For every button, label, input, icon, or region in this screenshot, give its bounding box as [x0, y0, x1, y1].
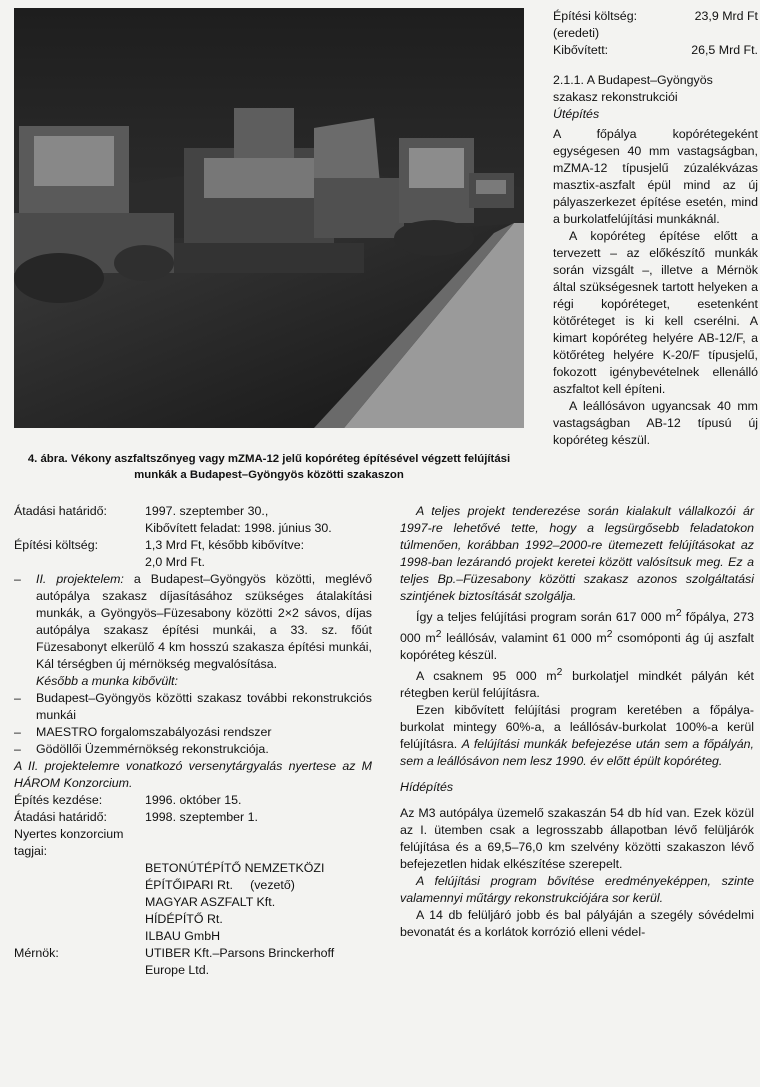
paragraph: A csaknem 95 000 $m^2$ burkolatjel mindkét pályán két rétegben kerül felújításra. — [400, 667, 754, 701]
section-subtitle: Útépítés — [553, 107, 600, 121]
winner-label: Nyertes konzorcium — [14, 827, 124, 841]
paragraph: A felújítási program bővítése eredményeképpen, szinte valamennyi műtárgy rekonstrukciójára sor kerül. — [400, 874, 754, 906]
consortium-member: ÉPÍTŐIPARI Rt. (vezető) — [145, 878, 295, 892]
cost-original-note: (eredeti) — [553, 26, 600, 40]
handover-extended: Kibővített feladat: 1998. június 30. — [145, 521, 332, 535]
section-heading — [553, 72, 758, 123]
engineer-value: UTIBER Kft.–Parsons Brinckerhoff Europe Ltd. — [145, 946, 335, 977]
handover2-label: Átadási határidő: — [14, 810, 107, 824]
list-item: Gödöllői Üzemmérnökség rekonstrukciója. — [36, 742, 269, 756]
cost-value: 1,3 Mrd Ft, később kibővítve: — [145, 538, 305, 552]
handover-value: 1997. szeptember 30., — [145, 504, 269, 518]
figure-caption: 4. ábra. Vékony aszfaltszőnyeg vagy mZMA-12 jelű kopóréteg építésével végzett felújítási munkák a Budapest–Gyöngyös közötti szakaszon — [27, 453, 511, 481]
paragraph: A kopóréteg építése előtt a tervezett – az előkészítő munkák során vizsgált –, illetve a Mérnök által szükségesnek tartott helyeken a régi kopóréteget, esetenként kötőréteget is ki kell cserélni. A kimart kopóréteg helyére AB-12/F, a kötőréteg helyére K-20/F típusjelű, fokozott igénybevételnek ellenálló aszfaltot kell építeni. — [553, 229, 758, 396]
consortium-member: ILBAU GmbH — [145, 929, 221, 943]
cost-label: Építési költség: — [14, 538, 99, 552]
later-title: Később a munka kibővült: — [36, 674, 178, 688]
right-column — [400, 503, 754, 941]
phase2-paragraph: II. projektelem: a Budapest–Gyöngyös közötti, meglévő autópálya szakasz díjasításához szükséges átalakítási munkák, a Gyöngyös–Füzesabony közötti 2×2 sávos, díjas autópálya szakasz építési munkái, a 33. sz. főút Füzesabonyt elkerülő 4 km hosszú szakasza építési munkái, Kál térségben új mérnökség megvalósítása. — [36, 572, 372, 671]
paragraph: Ezen kibővített felújítási program keretében a főpálya-burkolat mintegy 60%-a, a leállósáv-burkolat 100%-a kerül felújításra. A felújítási munkák befejezése után sem a főpályán, sem a leállósávon nem lesz 1990. év előtt épült kopóréteg. — [400, 703, 754, 769]
paragraph: A teljes projekt tenderezése során kialakult vállalkozói ár 1997-re lehetővé tette, hogy a legsürgősebb feladatokon túlmenően, korábban 1992–2000-re ütemezett felújításokat az 1998-ban lezárandó projekt keretei között valósítsuk meg. Ez a teljes Bp.–Füzesabony közötti szakasz azonos szolgáltatási szintjének biztosítását szolgálja. — [400, 504, 754, 603]
consortium-member: BETONÚTÉPÍTŐ NEMZETKÖZI — [145, 861, 325, 875]
cost-summary — [553, 8, 758, 59]
paving-machinery-illustration — [14, 8, 524, 428]
cost-extended: 2,0 Mrd Ft. — [145, 555, 205, 569]
winner-label-2: tagjai: — [14, 844, 48, 858]
start-value: 1996. október 15. — [145, 793, 242, 807]
list-item: MAESTRO forgalomszabályozási rendszer — [36, 725, 272, 739]
handover2-value: 1998. szeptember 1. — [145, 810, 258, 824]
paragraph: A leállósávon ugyancsak 40 mm vastagságban AB-12 típusú új kopóréteg készül. — [553, 399, 758, 447]
section-title: 2.1.1. A Budapest–Gyöngyös szakasz rekonstrukciói — [553, 73, 713, 104]
subheading-bridge: Hídépítés — [400, 780, 454, 795]
list-item: Budapest–Gyöngyös közötti szakasz további rekonstrukciós munkái — [36, 691, 372, 722]
paragraph: Az M3 autópálya üzemelő szakaszán 54 db híd van. Ezek közül az I. ütemben csak a legrosszabb állapotban lévő felüljárók felújítása és a 69,5–76,0 km szelvény közötti szakaszon lévő befejezetlen hidak elkészítése szerepelt. — [400, 806, 754, 872]
narrow-column — [553, 126, 758, 449]
paragraph: Így a teljes felújítási program során 617 000 $m^2$ főpálya, 273 000 $m^2$ leállósáv, valamint 61 000 $m^2$ csomóponti ág új aszfalt kopóréteg készül. — [400, 608, 754, 663]
consortium-member: MAGYAR ASZFALT Kft. — [145, 895, 276, 909]
handover-label: Átadási határidő: — [14, 504, 107, 518]
tender-note: A II. projektelemre vonatkozó versenytárgyalás nyertese az M HÁROM Konzorcium. — [14, 759, 372, 790]
consortium-member: HÍDÉPÍTŐ Rt. — [145, 912, 223, 926]
cost-value: 23,9 Mrd Ft — [694, 9, 758, 23]
extended-label: Kibővített: — [553, 43, 609, 57]
cost-label: Építési költség: — [553, 9, 638, 23]
start-label: Építés kezdése: — [14, 793, 103, 807]
paragraph: A főpálya kopórétegeként egységesen 40 mm vastagságban, mZMA-12 típusjelű zúzalékvázas masztix-aszfalt épül mind az új pályaszerkezet építése esetén, mind a burkolatfelújítási munkáknál. — [553, 127, 758, 226]
paragraph: A 14 db felüljáró jobb és bal pályáján a szegély sóvédelmi bevonatát és a korlátok korrózió elleni védel- — [400, 908, 754, 940]
road-paving-photo — [14, 8, 524, 428]
left-column: Átadási határidő: 1997. szeptember 30., Kibővített feladat: 1998. június 30. Építési költség: 1,3 Mrd Ft, később kibővítve: 2,0 Mrd Ft. – II. projektelem: a Budapest–Gyöngyös közötti, meglévő autópálya szakasz díjasításához szükséges átalakítási munkák, a Gyöngyös–Füzesabony közötti 2×2 sávos, díjas autópálya szakasz építési munkái, a 33. sz. főút Füzesabonyt elkerülő 4 km hosszú szakasza építési munkái, Kál térségben új mérnökség megvalósítása. Később a munka kibővült: – Budapest–Gyöngyös közötti szakasz további rekonstrukciós munkái – MAESTRO forgalomszabályozási rendszer – Gödöllői Üzemmérnökség rekonstrukciója. A II. projektelemre vonatkozó versenytárgyalás nyertese az M HÁROM Konzorcium. Építés kezdése: 1996. október 15. Átadási határidő: 1998. szeptember 1. Nyertes konzorcium tagjai: BETONÚTÉPÍTŐ NEMZETKÖZI ÉPÍTŐIPARI Rt. (vezető) MAGYAR ASZFALT Kft. HÍDÉPÍTŐ Rt. ILBAU GmbH Mérnök: UTIBER Kft.–Parsons Brinckerhoff Europe Ltd. — [14, 504, 372, 977]
extended-value: 26,5 Mrd Ft. — [691, 43, 758, 57]
engineer-label: Mérnök: — [14, 946, 59, 960]
